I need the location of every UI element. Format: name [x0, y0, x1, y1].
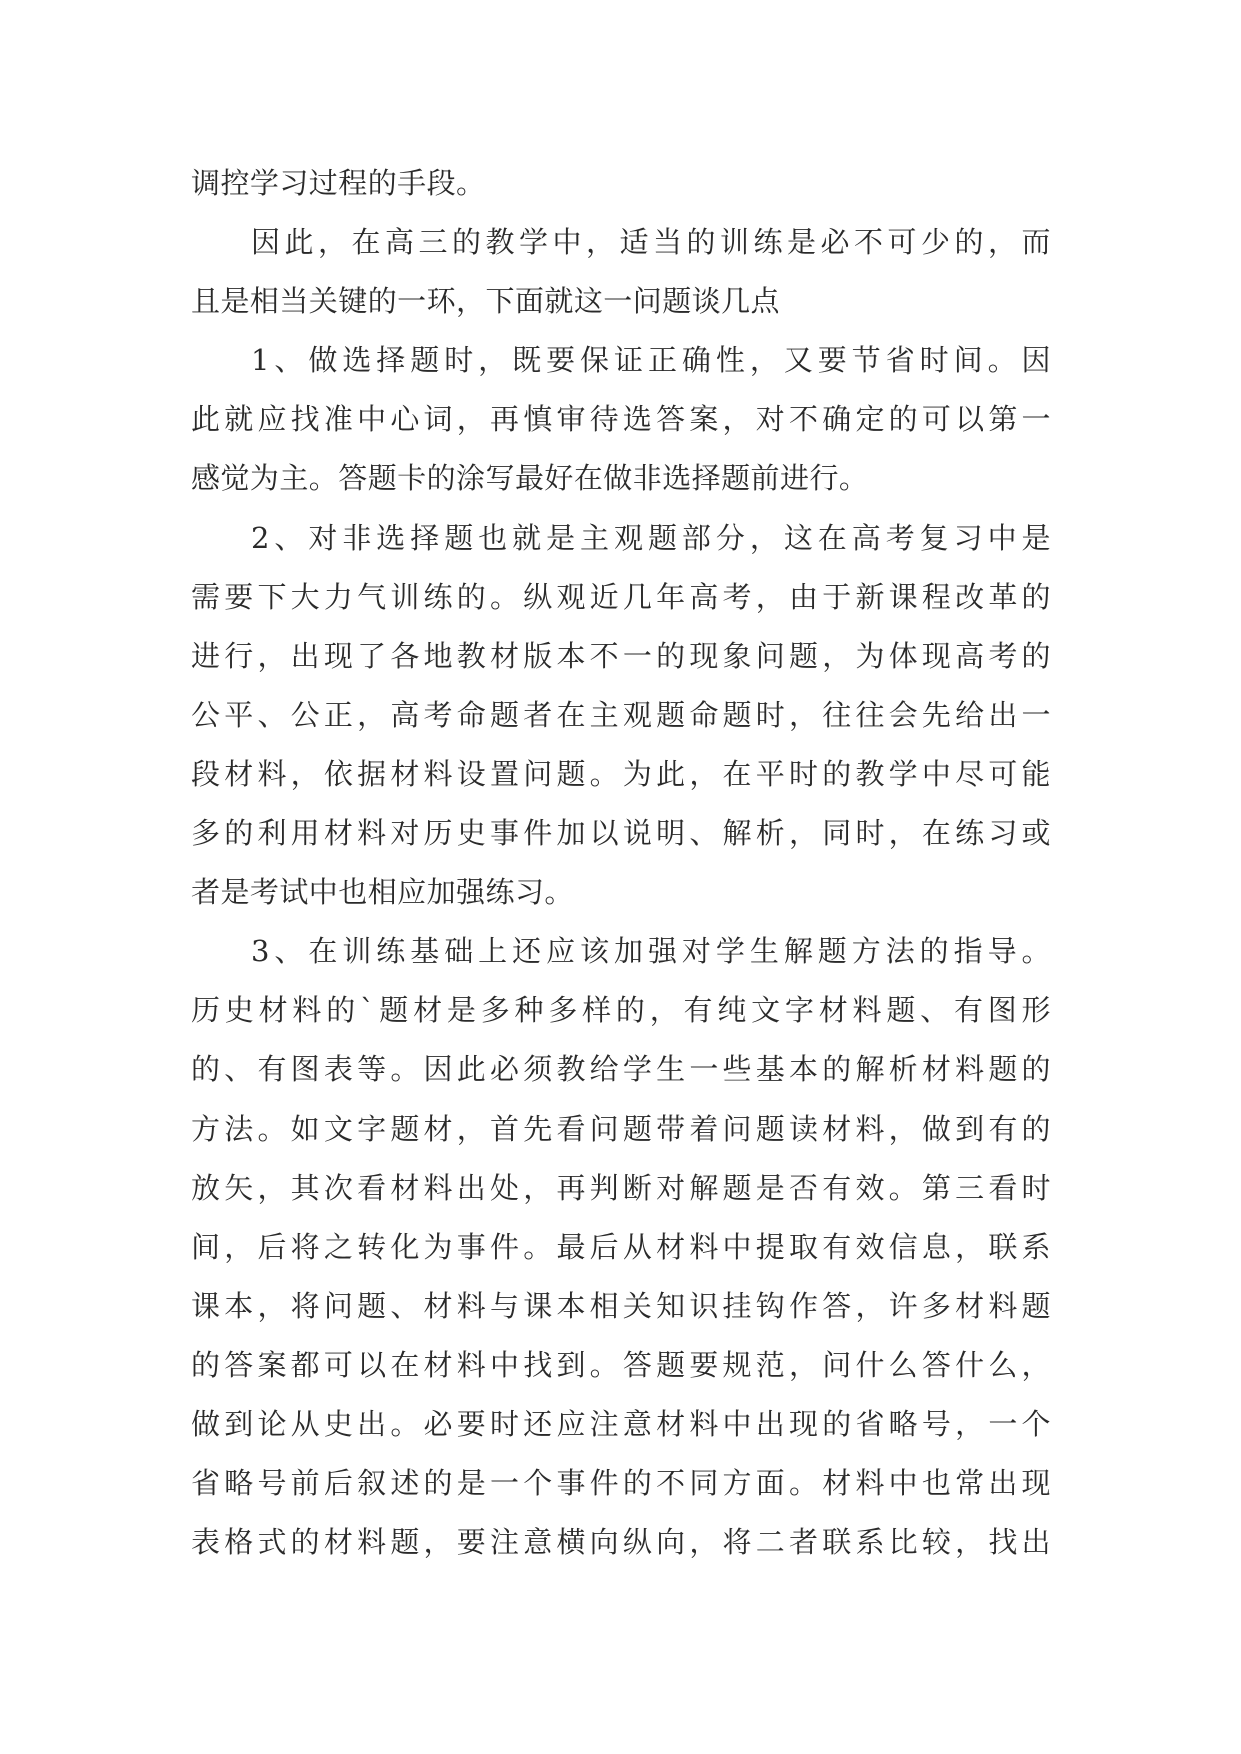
text-line: 公平、公正，高考命题者在主观题命题时，往往会先给出一: [191, 697, 1051, 732]
text-line: 放矢，其次看材料出处，再判断对解题是否有效。第三看时: [191, 1170, 1051, 1205]
text-line: 做到论从史出。必要时还应注意材料中出现的省略号，一个: [191, 1406, 1051, 1441]
text-line: 者是考试中也相应加强练习。: [191, 875, 574, 910]
text-line: 此就应找准中心词，再慎审待选答案，对不确定的可以第一: [191, 402, 1051, 437]
text-line: 段材料，依据材料设置问题。为此，在平时的教学中尽可能: [191, 756, 1051, 791]
text-line: 的、有图表等。因此必须教给学生一些基本的解析材料题的: [191, 1052, 1051, 1087]
text-line: 进行，出现了各地教材版本不一的现象问题，为体现高考的: [191, 638, 1051, 673]
text-line: 表格式的材料题，要注意横向纵向，将二者联系比较，找出: [191, 1525, 1051, 1560]
text-line: 的答案都可以在材料中找到。答题要规范，问什么答什么，: [191, 1347, 1051, 1382]
text-line: 调控学习过程的手段。: [191, 166, 486, 200]
body-text: [191, 154, 1051, 1572]
text-line: 且是相当关键的一环，下面就这一问题谈几点: [191, 284, 781, 319]
text-line: 省略号前后叙述的是一个事件的不同方面。材料中也常出现: [191, 1466, 1051, 1501]
text-line: 感觉为主。答题卡的涂写最好在做非选择题前进行。: [191, 461, 869, 496]
text-line: 1、做选择题时，既要保证正确性，又要节省时间。因: [251, 343, 1051, 378]
text-line: 方法。如文字题材，首先看问题带着问题读材料，做到有的: [191, 1111, 1051, 1146]
text-line: 课本，将问题、材料与课本相关知识挂钩作答，许多材料题: [191, 1288, 1051, 1323]
text-line: 3、在训练基础上还应该加强对学生解题方法的指导。: [251, 934, 1051, 969]
text-line: 2、对非选择题也就是主观题部分，这在高考复习中是: [251, 520, 1051, 555]
text-line: 因此，在高三的教学中，适当的训练是必不可少的，而: [251, 225, 1051, 260]
text-line: 多的利用材料对历史事件加以说明、解析，同时，在练习或: [191, 816, 1051, 851]
text-line: 需要下大力气训练的。纵观近几年高考，由于新课程改革的: [191, 579, 1051, 614]
text-line: 间，后将之转化为事件。最后从材料中提取有效信息，联系: [191, 1229, 1051, 1264]
text-line: 历史材料的`题材是多种多样的，有纯文字材料题、有图形: [191, 993, 1051, 1028]
